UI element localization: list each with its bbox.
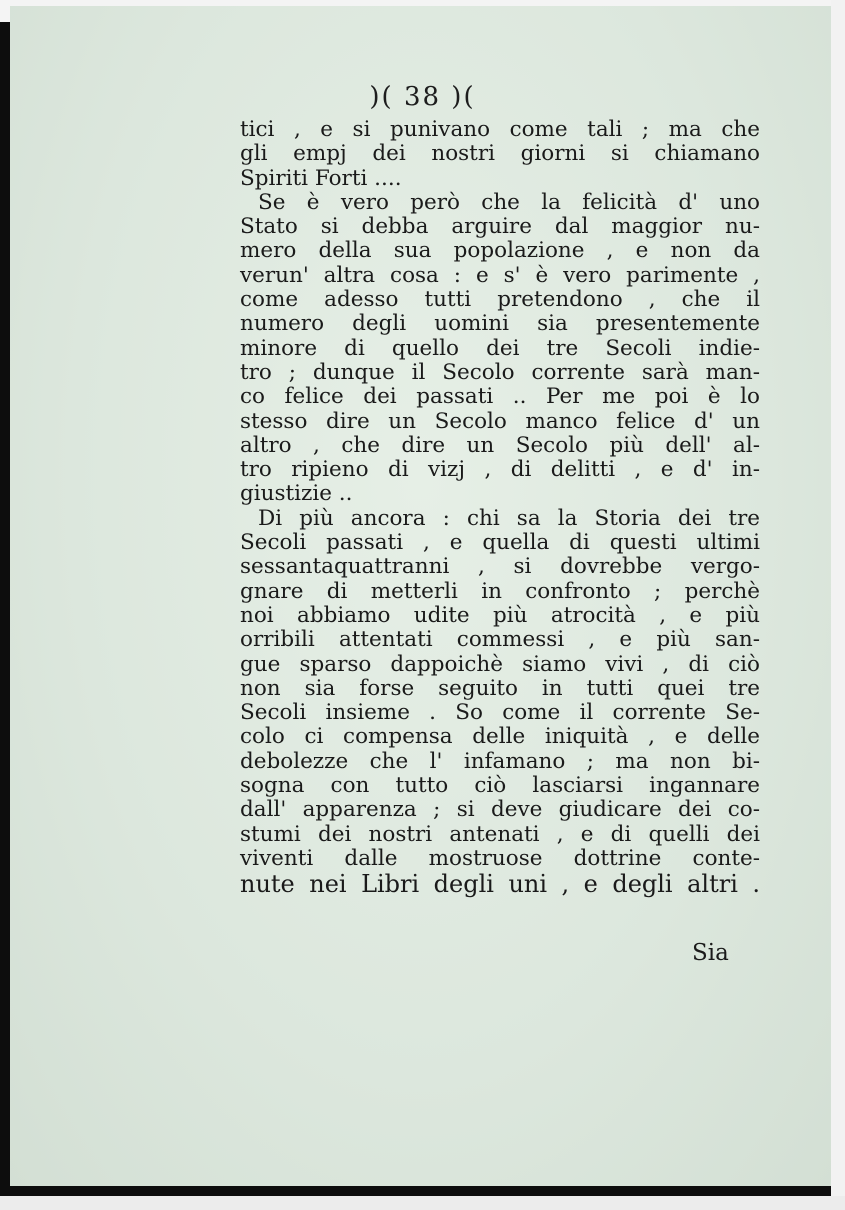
text-line: Di più ancora : chi sa la Storia dei tre	[258, 505, 760, 531]
text-line: stesso dire un Secolo manco felice d' un	[240, 408, 760, 434]
text-line: non sia forse seguito in tutti quei tre	[240, 675, 760, 701]
text-line: verun' altra cosa : e s' è vero parimente ,	[240, 262, 760, 288]
text-line: Secoli insieme . So come il corrente Se-	[240, 700, 760, 726]
text-line: viventi dalle mostruose dottrine conte-	[240, 845, 760, 871]
text-line: gnare di metterli in confronto ; perchè	[240, 578, 760, 604]
text-line: sessantaquattranni , si dovrebbe vergo-	[240, 554, 760, 580]
text-line: giustizie ..	[240, 481, 353, 507]
text-line: tici , e si punivano come tali ; ma che	[240, 117, 760, 142]
text-line: colo ci compensa delle iniquità , e delle	[240, 724, 760, 750]
body-text	[240, 118, 760, 897]
text-line: Secoli passati , e quella di questi ultimi	[240, 530, 760, 556]
text-line: debolezze che l' infamano ; ma non bi-	[240, 748, 760, 774]
text-line: noi abbiamo udite più atrocità , e più	[240, 602, 760, 628]
text-line: Stato si debba arguire dal maggior nu-	[240, 214, 760, 240]
text-line: co felice dei passati .. Per me poi è lo	[240, 384, 760, 410]
text-line: Se è vero però che la felicità d' uno	[258, 189, 760, 215]
text-line: gli empj dei nostri giorni si chiamano	[240, 141, 760, 167]
text-line: dall' apparenza ; si deve giudicare dei co-	[240, 797, 760, 823]
text-line: Spiriti Forti ....	[240, 165, 402, 191]
text-line: gue sparso dappoichè siamo vivi , di ciò	[240, 651, 760, 677]
text-line: come adesso tutti pretendono , che il	[240, 287, 760, 313]
text-line: minore di quello dei tre Secoli indie-	[240, 335, 760, 361]
text-line: stumi dei nostri antenati , e di quelli dei	[240, 821, 760, 847]
text-line: sogna con tutto ciò lasciarsi ingannare	[240, 773, 760, 799]
text-line: mero della sua popolazione , e non da	[240, 238, 760, 264]
text-line: tro ; dunque il Secolo corrente sarà man-	[240, 359, 760, 385]
text-line: orribili attentati commessi , e più san-	[240, 627, 760, 653]
scan-bottom-margin	[0, 1196, 845, 1210]
catchword: Sia	[692, 940, 729, 966]
text-line: altro , che dire un Secolo più dell' al-	[240, 432, 760, 458]
text-line: nute nei Libri degli uni , e degli altri .	[240, 870, 760, 899]
page-number-header: )( 38 )(	[369, 82, 476, 112]
scan-right-margin	[831, 0, 845, 1210]
text-line: numero degli uomini sia presentemente	[240, 311, 760, 337]
text-line: tro ripieno di vizj , di delitti , e d' in-	[240, 457, 760, 483]
